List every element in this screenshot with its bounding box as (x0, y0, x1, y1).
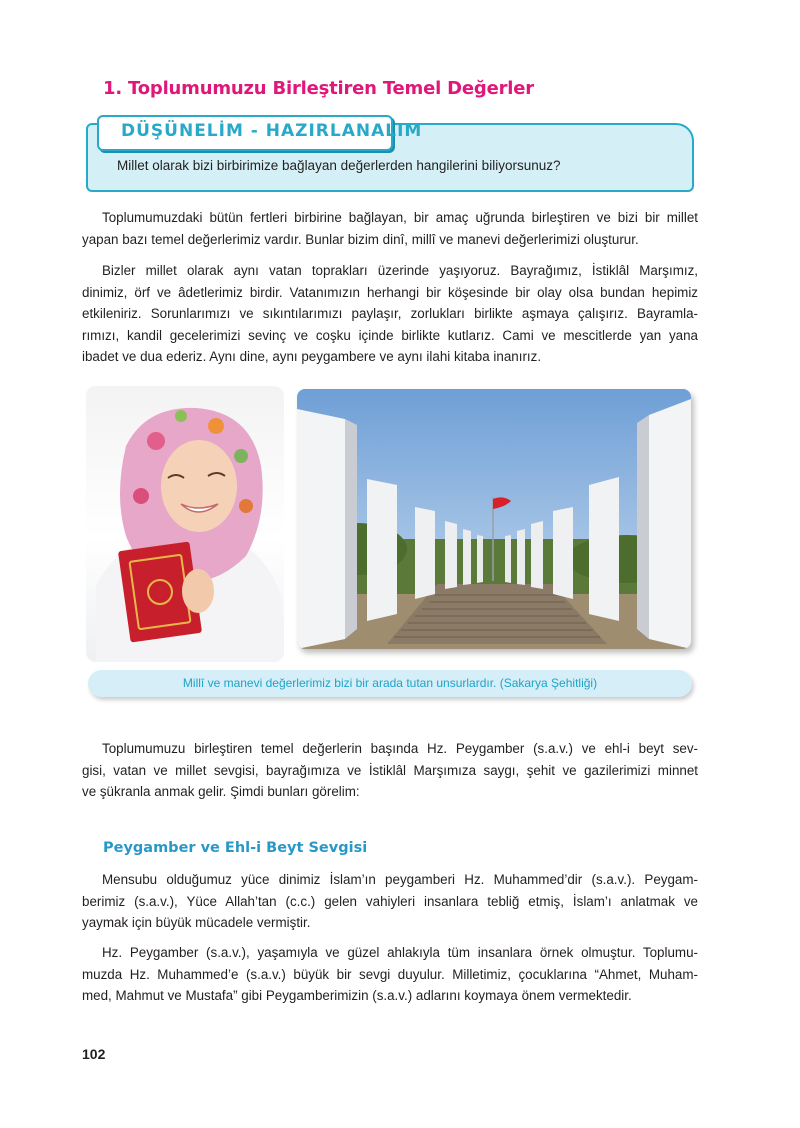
paragraph-line: etkileniriz. Sorunlarımızı ve sıkıntılarımızı paylaşır, zorlukları birlikte aşmaya çalışırız. Bayramla- (82, 306, 698, 321)
paragraph-line: Toplumumuzu birleştiren temel değerlerin başında Hz. Peygamber (s.a.v.) ve ehl-i beyt sev- (102, 741, 698, 756)
paragraph-line: dinimiz, örf ve âdetlerimiz birdir. Vatanımızın herhangi bir köşesinde bir olay olsa bundan hepimiz (82, 284, 698, 300)
paragraph-line: Mensubu olduğumuz yüce dinimiz İslam’ın peygamberi Hz. Muhammed’dir (s.a.v.). Peygam- (102, 872, 698, 887)
think-box-tab-label: DÜŞÜNELİM - HAZIRLANALIM (121, 121, 423, 141)
paragraph-line: Hz. Peygamber (s.a.v.), yaşamıyla ve güzel ahlakıyla tüm insanlara örnek olmuştur. Toplumu- (102, 945, 698, 960)
paragraph-line: ve şükranla anmak gelir. Şimdi bunları görelim: (82, 784, 360, 799)
paragraph-line: gisi, vatan ve millet sevgisi, bayrağımıza ve İstiklâl Marşımıza saygı, şehit ve gazilerimizi minnet (82, 762, 698, 778)
page-number: 102 (82, 1046, 106, 1062)
paragraph-line: med, Mahmut ve Mustafa” gibi Peygamberimizin (s.a.v.) adlarını koymaya önem vermektedir. (82, 988, 632, 1003)
section-title: 1. Toplumumuzu Birleştiren Temel Değerler (103, 78, 534, 99)
subheading: Peygamber ve Ehl-i Beyt Sevgisi (103, 840, 368, 856)
paragraph-line: yaymak için büyük mücadele vermiştir. (82, 915, 311, 930)
sakarya-martyrs-memorial-photo (297, 389, 691, 649)
paragraph-line: Bizler millet olarak aynı vatan toprakları üzerinde yaşıyoruz. Bayrağımız, İstiklâl Marşımız, (102, 263, 698, 278)
think-box-question: Millet olarak bizi birbirimize bağlayan değerlerden hangilerini biliyorsunuz? (117, 158, 561, 173)
paragraph-1 (82, 207, 698, 250)
photo-caption: Millî ve manevi değerlerimiz bizi bir arada tutan unsurlardır. (Sakarya Şehitliği) (182, 676, 598, 690)
paragraph-line: rımızı, kandil gecelerimizi sevinç ve coşku içinde birlikte kutlarız. Cami ve mescitlerde yan yana (82, 327, 698, 343)
paragraph-5 (82, 942, 698, 1007)
girl-with-quran-photo (86, 386, 284, 662)
paragraph-2 (82, 260, 698, 368)
paragraph-line: berimiz (s.a.v.), Yüce Allah’tan (c.c.) gelen vahiyleri insanlara tebliğ etmiş, İslam’ı anlatmak ve (82, 893, 698, 909)
paragraph-3 (82, 738, 698, 803)
paragraph-line: muzda Hz. Muhammed’e (s.a.v.) büyük bir sevgi duyulur. Milletimiz, çocuklarına “Ahmet, Muham- (82, 966, 698, 982)
paragraph-line: yapan bazı temel değerlerimiz vardır. Bunlar bizim dinî, millî ve manevi değerlerimizi oluşturur. (82, 231, 639, 247)
paragraph-line: ibadet ve dua ederiz. Aynı dine, aynı peygambere ve aynı ilahi kitaba inanırız. (82, 349, 542, 364)
paragraph-4 (82, 869, 698, 934)
paragraph-line: Toplumumuzdaki bütün fertleri birbirine bağlayan, bir amaç uğrunda birleştiren ve bizi bir millet (102, 210, 698, 225)
